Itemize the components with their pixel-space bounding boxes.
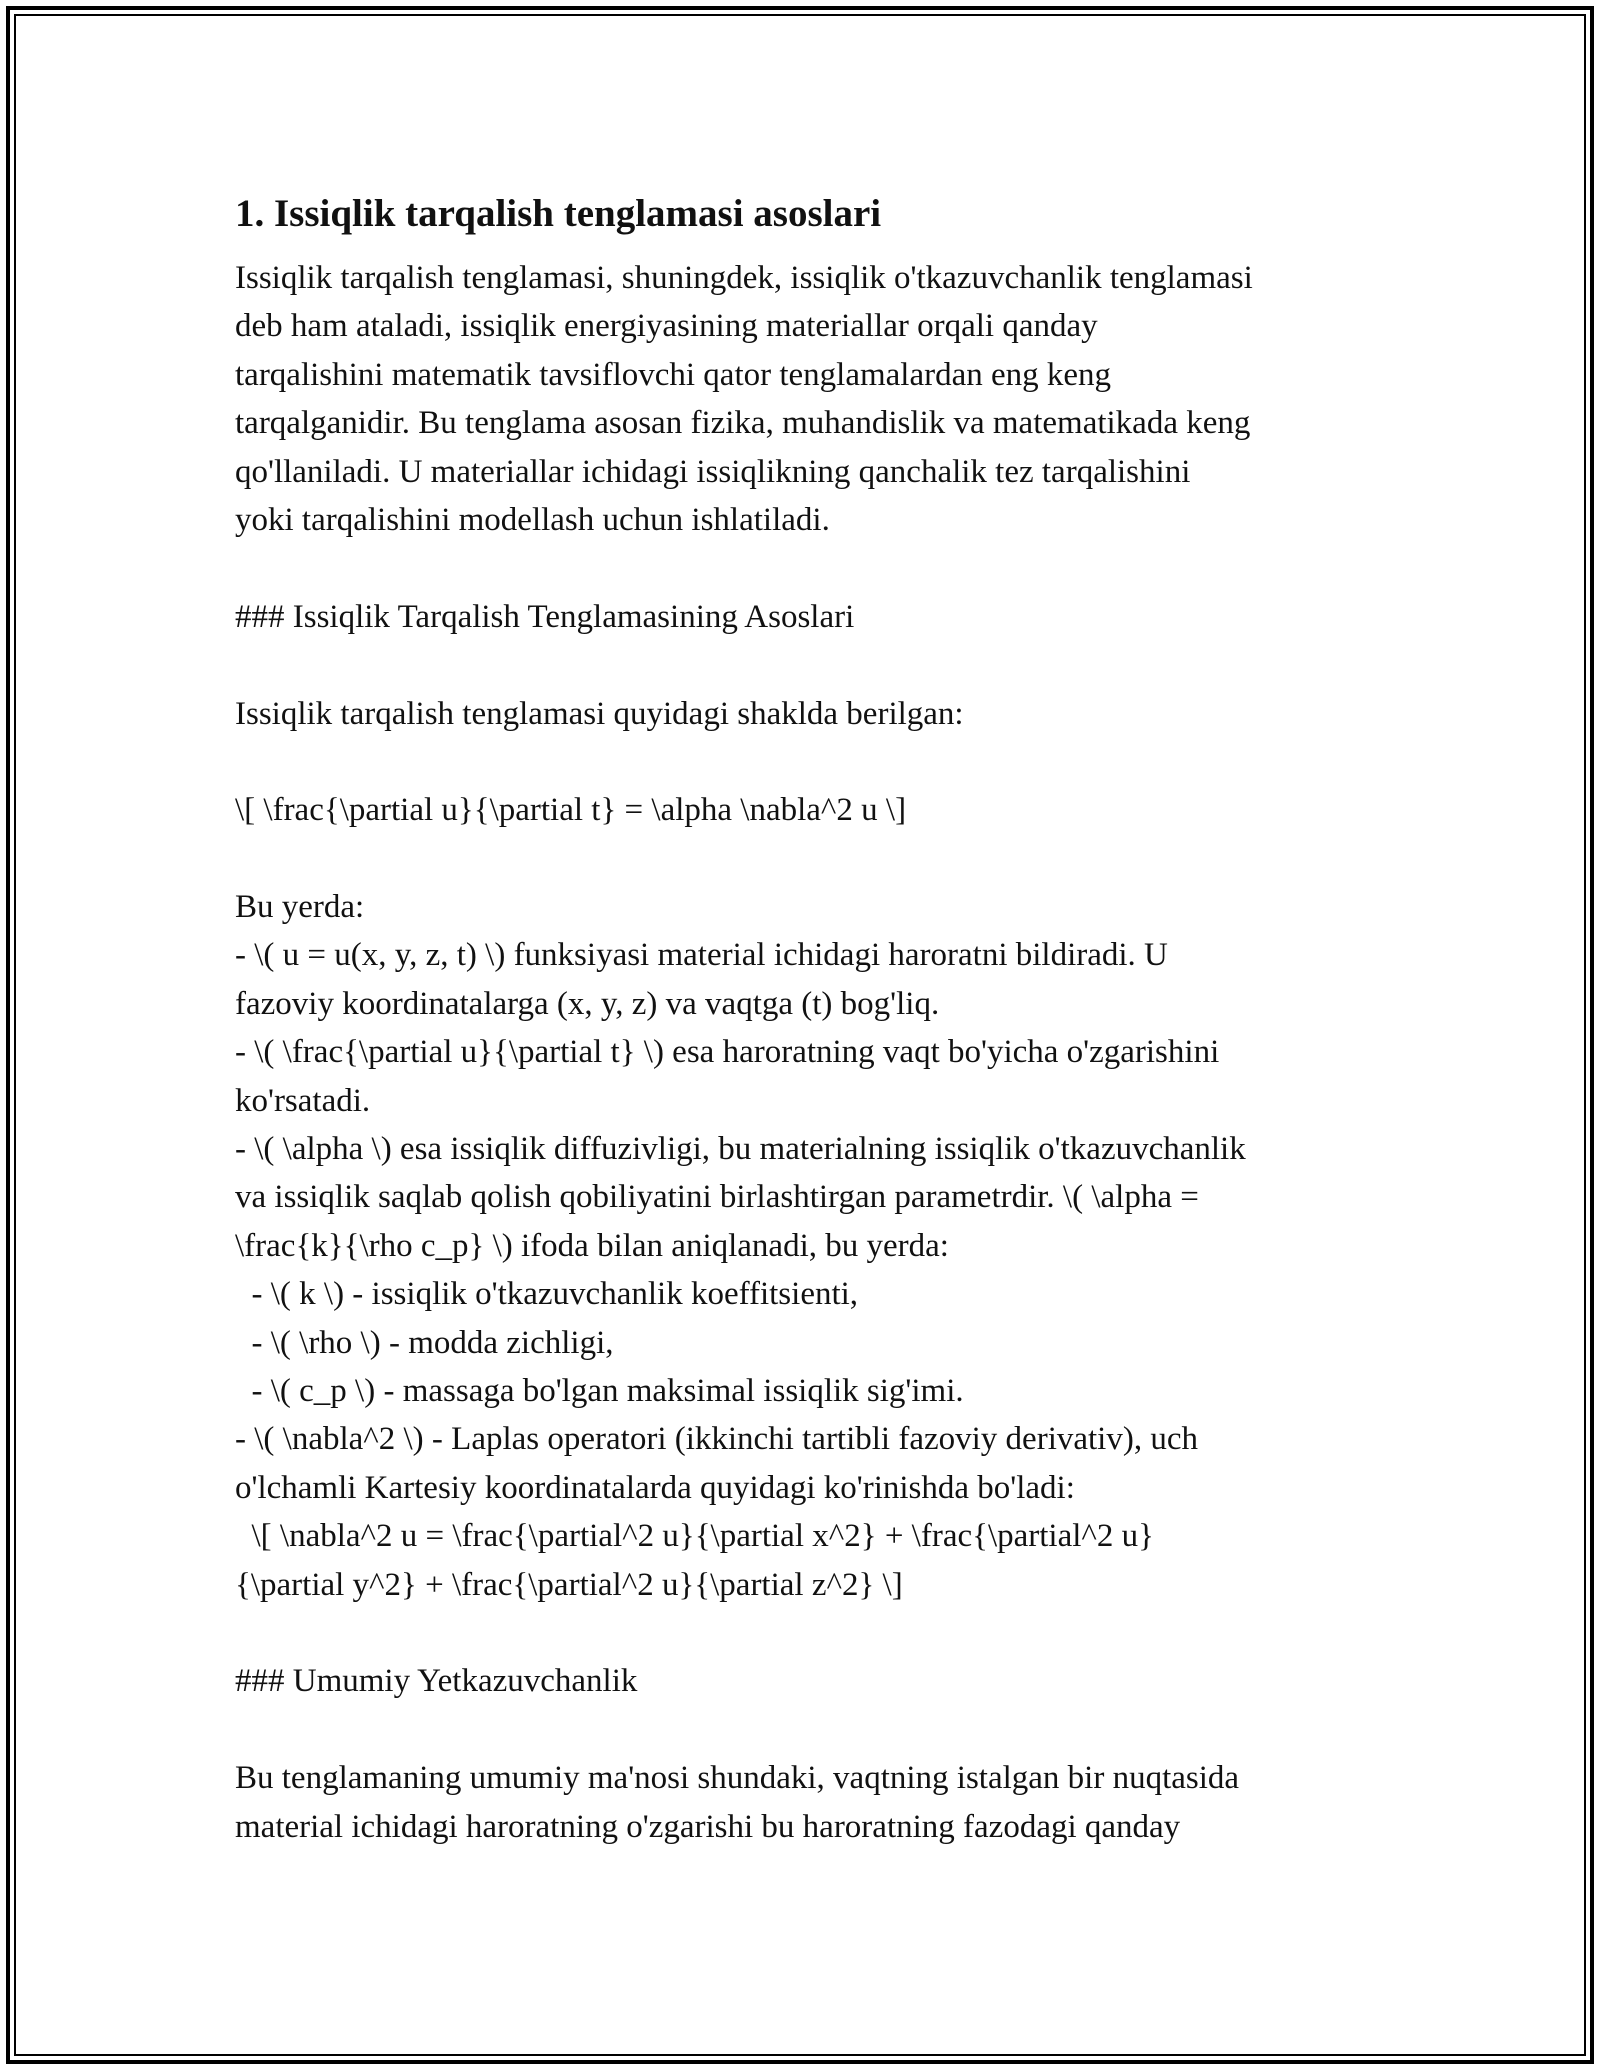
text-line: - \( \rho \) - modda zichligi, (235, 1324, 614, 1361)
text-line: Issiqlik tarqalish tenglamasi, shuningdek, issiqlik o'tkazuvchanlik tenglamasi (235, 260, 1253, 296)
text-line: deb ham ataladi, issiqlik energiyasining materiallar orqali qanday (235, 308, 1098, 345)
text-line: - \( \alpha \) esa issiqlik diffuzivligi, bu materialning issiqlik o'tkazuvchanlik (235, 1131, 1246, 1168)
text-line: fazoviy koordinatalarga (x, y, z) va vaqtga (t) bog'liq. (235, 985, 940, 1022)
blank-line (235, 835, 1415, 883)
text-line: material ichidagi haroratning o'zgarishi bu haroratning fazodagi qanday (235, 1808, 1181, 1845)
text-line: o'lchamli Kartesiy koordinatalarda quyidagi ko'rinishda bo'ladi: (235, 1469, 1075, 1506)
text-line: ### Issiqlik Tarqalish Tenglamasining Asoslari (235, 598, 855, 635)
text-line: Bu tenglamaning umumiy ma'nosi shundaki, vaqtning istalgan bir nuqtasida (235, 1760, 1240, 1797)
text-line: ko'rsatadi. (235, 1082, 371, 1119)
text-line: Bu yerda: (235, 889, 365, 926)
text-line: \[ \frac{\partial u}{\partial t} = \alpha \nabla^2 u \] (235, 792, 907, 829)
blank-line (235, 738, 1415, 786)
text-line: Issiqlik tarqalish tenglamasi quyidagi shaklda berilgan: (235, 695, 964, 732)
text-line: - \( c_p \) - massaga bo'lgan maksimal issiqlik sig'imi. (235, 1372, 964, 1409)
text-line: - \( \nabla^2 \) - Laplas operatori (ikkinchi tartibli fazoviy derivativ), uch (235, 1421, 1198, 1458)
blank-line (235, 1706, 1415, 1754)
text-line: va issiqlik saqlab qolish qobiliyatini birlashtirgan parametrdir. \( \alpha = (235, 1179, 1199, 1216)
text-line: {\partial y^2} + \frac{\partial^2 u}{\partial z^2} \] (235, 1566, 903, 1603)
blank-line (235, 544, 1415, 592)
section-heading: 1. Issiqlik tarqalish tenglamasi asoslari (235, 192, 882, 235)
document-body (235, 188, 1415, 1851)
text-line: - \( u = u(x, y, z, t) \) funksiyasi material ichidagi haroratni bildiradi. U (235, 937, 1168, 974)
text-line: tarqalishini matematik tavsiflovchi qator tenglamalardan eng keng (235, 356, 1112, 393)
text-line: ### Umumiy Yetkazuvchanlik (235, 1663, 638, 1700)
text-line: - \( \frac{\partial u}{\partial t} \) esa haroratning vaqt bo'yicha o'zgarishini (235, 1034, 1220, 1071)
blank-line (235, 1609, 1415, 1657)
text-line: yoki tarqalishini modellash uchun ishlatiladi. (235, 501, 830, 538)
text-line: - \( k \) - issiqlik o'tkazuvchanlik koeffitsienti, (235, 1276, 859, 1313)
blank-line (235, 641, 1415, 689)
text-line: \frac{k}{\rho c_p} \) ifoda bilan aniqlanadi, bu yerda: (235, 1227, 949, 1264)
text-line: \[ \nabla^2 u = \frac{\partial^2 u}{\partial x^2} + \frac{\partial^2 u} (235, 1518, 1154, 1555)
text-line: qo'llaniladi. U materiallar ichidagi issiqlikning qanchalik tez tarqalishini (235, 453, 1191, 490)
document-text (235, 254, 1415, 1851)
text-line: tarqalganidir. Bu tenglama asosan fizika, muhandislik va matematikada keng (235, 405, 1251, 442)
